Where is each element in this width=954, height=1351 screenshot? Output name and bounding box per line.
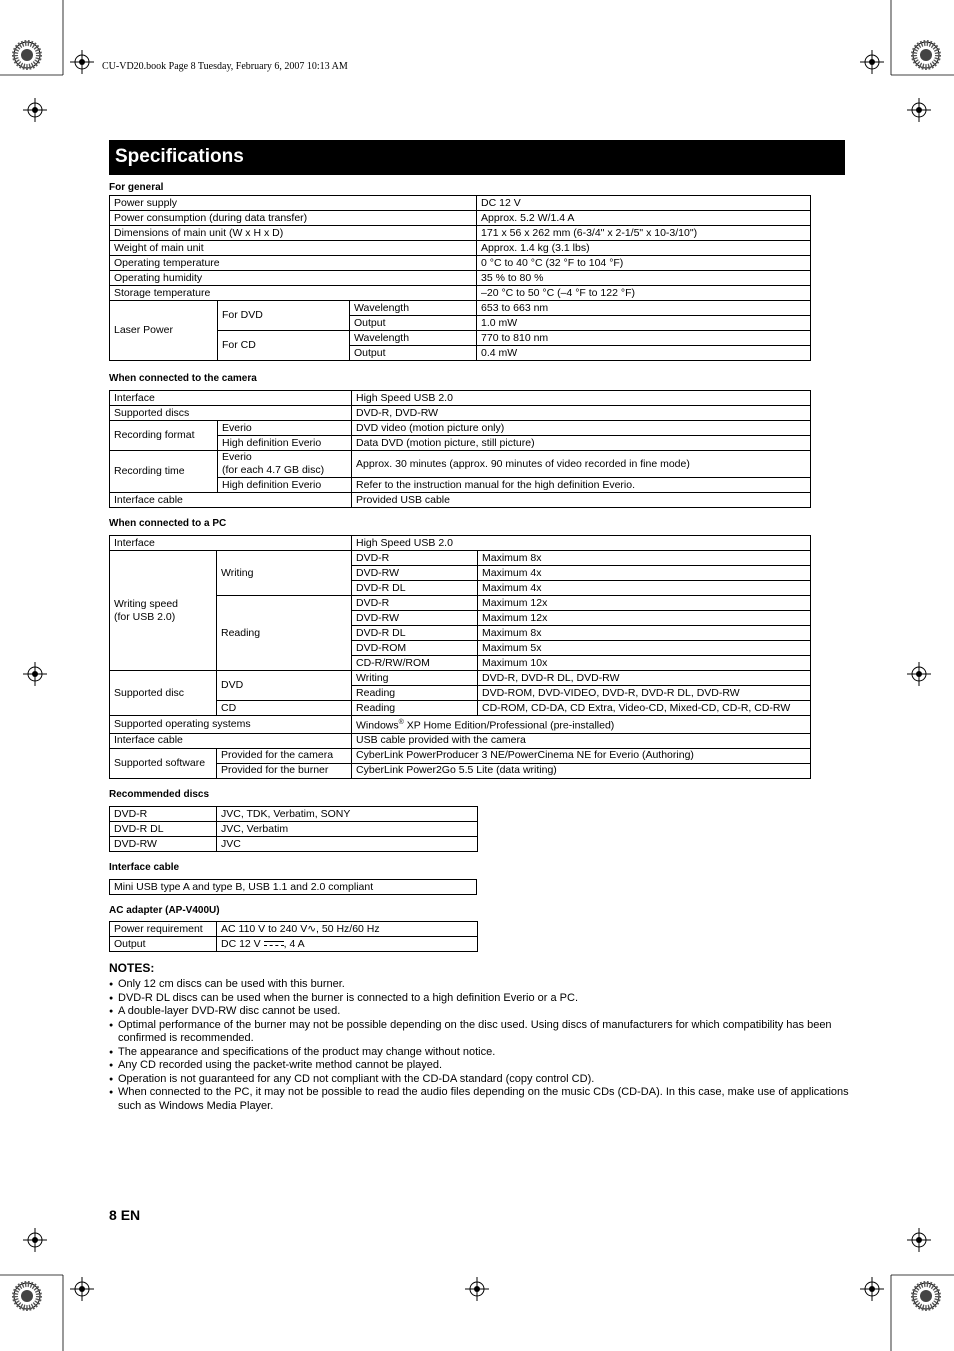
- section-heading-cable: Interface cable: [109, 862, 180, 873]
- table-row: DVD-R JVC, TDK, Verbatim, SONY: [110, 807, 478, 822]
- table-row: Storage temperature –20 °C to 50 °C (–4 °F to 122 °F): [110, 286, 811, 301]
- title-banner: [109, 140, 845, 175]
- adapter-table: [109, 921, 478, 952]
- pc-table: [109, 535, 811, 779]
- table-row: Supported operating systems Windows® XP Home Edition/Professional (pre-installed): [110, 716, 811, 734]
- table-row: Output 0.4 mW: [110, 346, 811, 361]
- list-item: ● A double-layer DVD-RW disc cannot be used.: [109, 1005, 849, 1019]
- table-row: Reading DVD-ROM, DVD-VIDEO, DVD-R, DVD-R DL, DVD-RW: [110, 686, 811, 701]
- table-row: Interface cable Provided USB cable: [110, 493, 811, 508]
- table-row: Weight of main unit Approx. 1.4 kg (3.1 lbs): [110, 241, 811, 256]
- list-item: ● Only 12 cm discs can be used with this burner.: [109, 978, 849, 992]
- table-row: Power supply DC 12 V: [110, 196, 811, 211]
- list-item: ● Optimal performance of the burner may not be possible depending on the disc used. Using discs of manufacturers for which compatibility has been confirmed is recommended.: [109, 1019, 849, 1046]
- section-heading-general: For general: [109, 182, 164, 193]
- section-heading-recommended: Recommended discs: [109, 789, 210, 800]
- table-row: DVD-RW JVC: [110, 837, 478, 852]
- table-row: CD-R/RW/ROM Maximum 10x: [110, 656, 811, 671]
- table-row: Recording time Everio (for each 4.7 GB disc) Approx. 30 minutes (approx. 90 minutes of video recorded in fine mode): [110, 451, 811, 478]
- general-table: [109, 195, 811, 361]
- table-row: DVD-R DL Maximum 4x: [110, 581, 811, 596]
- table-row: DVD-RW Maximum 12x: [110, 611, 811, 626]
- table-row: Power requirement AC 110 V to 240 V∿, 50 Hz/60 Hz: [110, 922, 478, 937]
- recommended-table: [109, 806, 478, 852]
- camera-table: [109, 390, 811, 508]
- table-row: DVD-RW Maximum 4x: [110, 566, 811, 581]
- table-row: Recording format Everio DVD video (motion picture only): [110, 421, 811, 436]
- table-row: Supported discs DVD-R, DVD-RW: [110, 406, 811, 421]
- table-row: Supported software Provided for the camera CyberLink PowerProducer 3 NE/PowerCinema NE for Everio (Authoring): [110, 748, 811, 763]
- table-row: High definition Everio Refer to the instruction manual for the high definition Everio.: [110, 478, 811, 493]
- table-row: For CD Wavelength 770 to 810 nm: [110, 331, 811, 346]
- list-item: ● DVD-R DL discs can be used when the burner is connected to a high definition Everio or a PC.: [109, 992, 849, 1006]
- table-row: DVD-R DL Maximum 8x: [110, 626, 811, 641]
- list-item: ● When connected to the PC, it may not be possible to read the audio files depending on the music CDs (CD-DA). In this case, make use of applications such as Windows Media Player.: [109, 1086, 849, 1113]
- table-row: Dimensions of main unit (W x H x D) 171 x 56 x 262 mm (6-3/4" x 2-1/5" x 10-3/10"): [110, 226, 811, 241]
- ac-wave-icon: ∿: [307, 922, 317, 935]
- table-row: Interface High Speed USB 2.0: [110, 536, 811, 551]
- section-heading-adapter: AC adapter (AP-V400U): [109, 905, 220, 916]
- section-heading-pc: When connected to a PC: [109, 518, 227, 529]
- list-item: ● Any CD recorded using the packet-write method cannot be played.: [109, 1059, 849, 1073]
- table-row: CD Reading CD-ROM, CD-DA, CD Extra, Video-CD, Mixed-CD, CD-R, CD-RW: [110, 701, 811, 716]
- table-row: Output 1.0 mW: [110, 316, 811, 331]
- file-header: CU-VD20.book Page 8 Tuesday, February 6, 2007 10:13 AM: [102, 61, 348, 72]
- table-row: Supported disc DVD Writing DVD-R, DVD-R DL, DVD-RW: [110, 671, 811, 686]
- page-title: Specifications: [115, 146, 244, 167]
- table-row: Writing speed (for USB 2.0) Writing DVD-R Maximum 8x: [110, 551, 811, 566]
- table-row: High definition Everio Data DVD (motion picture, still picture): [110, 436, 811, 451]
- notes-list: [109, 978, 849, 1113]
- page-number: 8 EN: [109, 1207, 141, 1223]
- cable-table: [109, 879, 477, 895]
- section-heading-camera: When connected to the camera: [109, 373, 257, 384]
- table-row: Interface High Speed USB 2.0: [110, 391, 811, 406]
- list-item: ● The appearance and specifications of the product may change without notice.: [109, 1046, 849, 1060]
- table-row: Interface cable USB cable provided with the camera: [110, 733, 811, 748]
- table-row: Reading DVD-R Maximum 12x: [110, 596, 811, 611]
- table-row: DVD-R DL JVC, Verbatim: [110, 822, 478, 837]
- table-row: Provided for the burner CyberLink Power2Go 5.5 Lite (data writing): [110, 763, 811, 778]
- table-row: Operating humidity 35 % to 80 %: [110, 271, 811, 286]
- table-row: Operating temperature 0 °C to 40 °C (32 °F to 104 °F): [110, 256, 811, 271]
- table-row: Mini USB type A and type B, USB 1.1 and 2.0 compliant: [110, 880, 477, 895]
- notes-title: NOTES:: [109, 961, 155, 975]
- table-row: DVD-ROM Maximum 5x: [110, 641, 811, 656]
- dc-symbol-icon: [264, 940, 284, 948]
- table-row: Power consumption (during data transfer) Approx. 5.2 W/1.4 A: [110, 211, 811, 226]
- list-item: ● Operation is not guaranteed for any CD not compliant with the CD-DA standard (copy control CD).: [109, 1073, 849, 1087]
- table-row: Laser Power For DVD Wavelength 653 to 663 nm: [110, 301, 811, 316]
- table-row: Output DC 12 V , 4 A: [110, 937, 478, 952]
